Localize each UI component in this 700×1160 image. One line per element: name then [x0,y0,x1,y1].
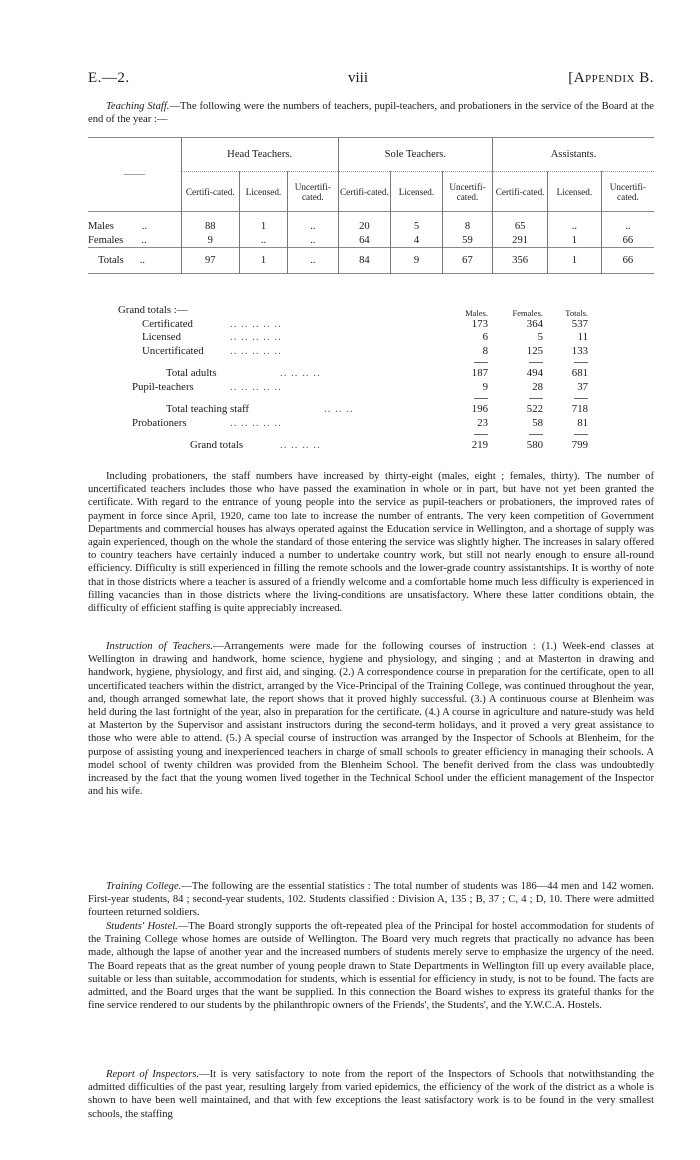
page-header [88,70,654,90]
table-cell: .. [288,234,338,248]
table-cell: 1 [548,234,602,248]
staff-table [88,137,654,274]
sub-header: Uncertifi-cated. [442,172,492,212]
paragraph-lead: Training College. [106,881,182,892]
table-cell: 9 [181,234,239,248]
table-cell: 20 [338,220,391,234]
table-cell: 4 [391,234,443,248]
paragraph-lead: Report of Inspectors. [106,1069,199,1080]
table-cell: 65 [493,220,548,234]
table-cell: 5 [391,220,443,234]
col-header-females: Females. [512,308,543,318]
paragraph-report-inspectors: Report of Inspectors.—It is very satisfactory to note from the report of the Inspectors of Schools that notwithstanding the admitted difficulties of the past year, resulting largely from varied epidemics, the efficiency of the work of the district as a whole is shown to have been well maintained, and that with few exceptions the least satisfactory work is to be found in the very smallest schools, the staffing [88,1069,654,1120]
rule-row [118,358,588,367]
header-left: E.—2. [88,70,130,86]
paragraph-training-college: Training College.—The following are the essential statistics : The total number of students was 186—44 men and 142 women. First-year students, 84 ; second-year students, 102. Students classified : Division A, 135 ; B, 37 ; C, 4 ; D, 10. There were admitted fourteen returned soldiers. [88,881,654,919]
sub-header: Uncertifi-cated. [288,172,338,212]
table-cell: 67 [442,248,492,274]
list-item: Grand totals .. .. .. .. 219 580 799 [190,439,588,451]
table-cell: .. [239,234,287,248]
list-item: Total adults .. .. .. .. 187 494 681 [166,367,588,379]
sub-header: Licensed. [391,172,443,212]
table-cell: .. [288,220,338,234]
table-cell: 66 [601,248,654,274]
list-item: Uncertificated .. .. .. .. .. 8 125 133 [142,344,588,357]
table-row [88,220,654,234]
grand-totals-title: Grand totals :— [118,304,188,316]
intro-paragraph [88,100,654,126]
list-item: Probationers .. .. .. .. .. 23 58 81 [132,416,588,429]
list-item: Licensed .. .. .. .. .. 6 5 11 [142,331,588,343]
sub-header: Certifi-cated. [181,172,239,212]
col-header-males: Males. [465,308,488,318]
row-label: Totals .. [98,255,146,266]
table-cell: 8 [442,220,492,234]
row-label: Males .. [88,221,148,232]
sub-header: Licensed. [239,172,287,212]
sub-header: Licensed. [548,172,602,212]
paragraph-students-hostel: Students' Hostel.—The Board strongly supports the oft-repeated plea of the Principal for hostel accommodation for students of the Training College whose homes are outside of Wellington. The Board very much regrets that practically no advance has been made, although the lapse of another year and the increased numbers of students merely serve to emphasize the urgency of the need. The Board repeats that as the great number of young people drawn to State Departments in Wellington fill up every available place, suitable or less than suitable, accommodation for students, which is essential for efficiency in study, is not to be found. The facts are admitted, and the Board urges that the want be supplied. In this connection the Board wishes to express its grateful thanks for the fine service rendered to our students by the philanthropic owners of the Friends', the Students', and the Y.W.C.A. Hostels. [88,921,654,1012]
table-row [88,234,654,248]
paragraph-lead: Students' Hostel. [106,921,178,932]
table-row-totals [88,248,654,274]
stub-header: —— [88,138,181,212]
rule-row [118,430,588,439]
table-cell: 1 [239,248,287,274]
paragraph-instruction: Instruction of Teachers.—Arrangements were made for the following courses of instruction : (1.) Week-end classes at Wellington in drawing and handwork, home science, hygiene and physiology, and singing ; and at Masterton in drawing and handwork, hygiene, physiology, and first aid, and singing. (2.) A correspondence course in preparation for the certificate, open to all uncertificated teachers within the district, arranged by the Vice-Principal of the Training College, was continued throughout the year, and, though arranged somewhat late, the report shows that it proved highly successful. (3.) A continuous course at Blenheim was held during the last fortnight of the year, also in preparation for the certificate. (4.) A course in agriculture and nature-study was held at Masterton by the Supervisor and assistant instructors during the second-term holidays, and it proved a very great assistance to those who were able to attend. (5.) A special course of instruction was arranged by the Inspector of Schools at Blenheim, for the purpose of assisting young and inexperienced teachers in charge of small schools to greater efficiency in managing their schools. A model school of twenty children was provided from the Blenheim School. The benefit derived from the class was undoubtedly increased by the fact that the young women lived together in the Technical School under the efficient management of the Inspector and his wife. [88,641,654,798]
col-header-totals: Totals. [565,308,588,318]
table-cell: 88 [181,220,239,234]
intro-lead: Teaching Staff. [106,101,170,112]
grand-totals-table [118,304,588,453]
paragraph-staffing: Including probationers, the staff numbers have increased by thirty-eight (males, eight ; females, thirty). The number of uncertificated teachers includes those who have passed the examination in whole or in part, but have not yet been granted the certificate. With regard to the entrance of young people into the service as pupil-teachers or probationers, the improved rates of payment in force since April, 1920, came too late to increase the number of entrants. The very keen competition of Government Departments and commercial houses has always operated against the Education service in Wellington, and a shortage of supply was again experienced, though on the whole the standard of those entering the service was slightly higher. The increases in salary offered to country teachers have certainly induced a number to undertake country work, but still not nearly enough to ensure all-round efficiency. Difficulty is still experienced in filling the remote schools and the lower-grade country assistantships. It is worthy of note that in those districts where a teacher is assured of a friendly welcome and a comfortable home much less difficulty is experienced in filling vacancies than in those districts where the living-conditions are unsatisfactory. Where these latter conditions obtain, the difficulty of efficient staffing is quite appreciably increased. [88,471,654,615]
table-cell: 1 [239,220,287,234]
page-number: viii [348,70,369,86]
rule-row [118,394,588,403]
table-cell: 9 [391,248,443,274]
row-label: Females .. [88,234,147,246]
table-cell: 97 [181,248,239,274]
group-header-head: Head Teachers. [181,138,338,172]
table-cell: .. [288,248,338,274]
table-cell: 291 [493,234,548,248]
group-header-assistants: Assistants. [493,138,654,172]
table-cell: 59 [442,234,492,248]
table-cell: .. [601,220,654,234]
list-item: Pupil-teachers .. .. .. .. .. 9 28 37 [132,380,588,393]
sub-header: Uncertifi-cated. [601,172,654,212]
intro-text: —The following were the numbers of teachers, pupil-teachers, and probationers in the service of the Board at the end of the year :— [88,101,654,126]
table-cell: 66 [601,234,654,248]
table-cell: 1 [548,248,602,274]
table-cell: 84 [338,248,391,274]
table-cell: 356 [493,248,548,274]
paragraph-lead: Instruction of Teachers. [106,641,214,652]
sub-header: Certifi-cated. [338,172,391,212]
sub-header: Certifi-cated. [493,172,548,212]
list-item: Total teaching staff .. .. .. 196 522 718 [166,403,588,415]
table-cell: .. [548,220,602,234]
table-cell: 64 [338,234,391,248]
group-header-sole: Sole Teachers. [338,138,493,172]
header-right: [Appendix B. [568,70,654,86]
list-item: Certificated .. .. .. .. .. 173 364 537 [142,317,588,330]
